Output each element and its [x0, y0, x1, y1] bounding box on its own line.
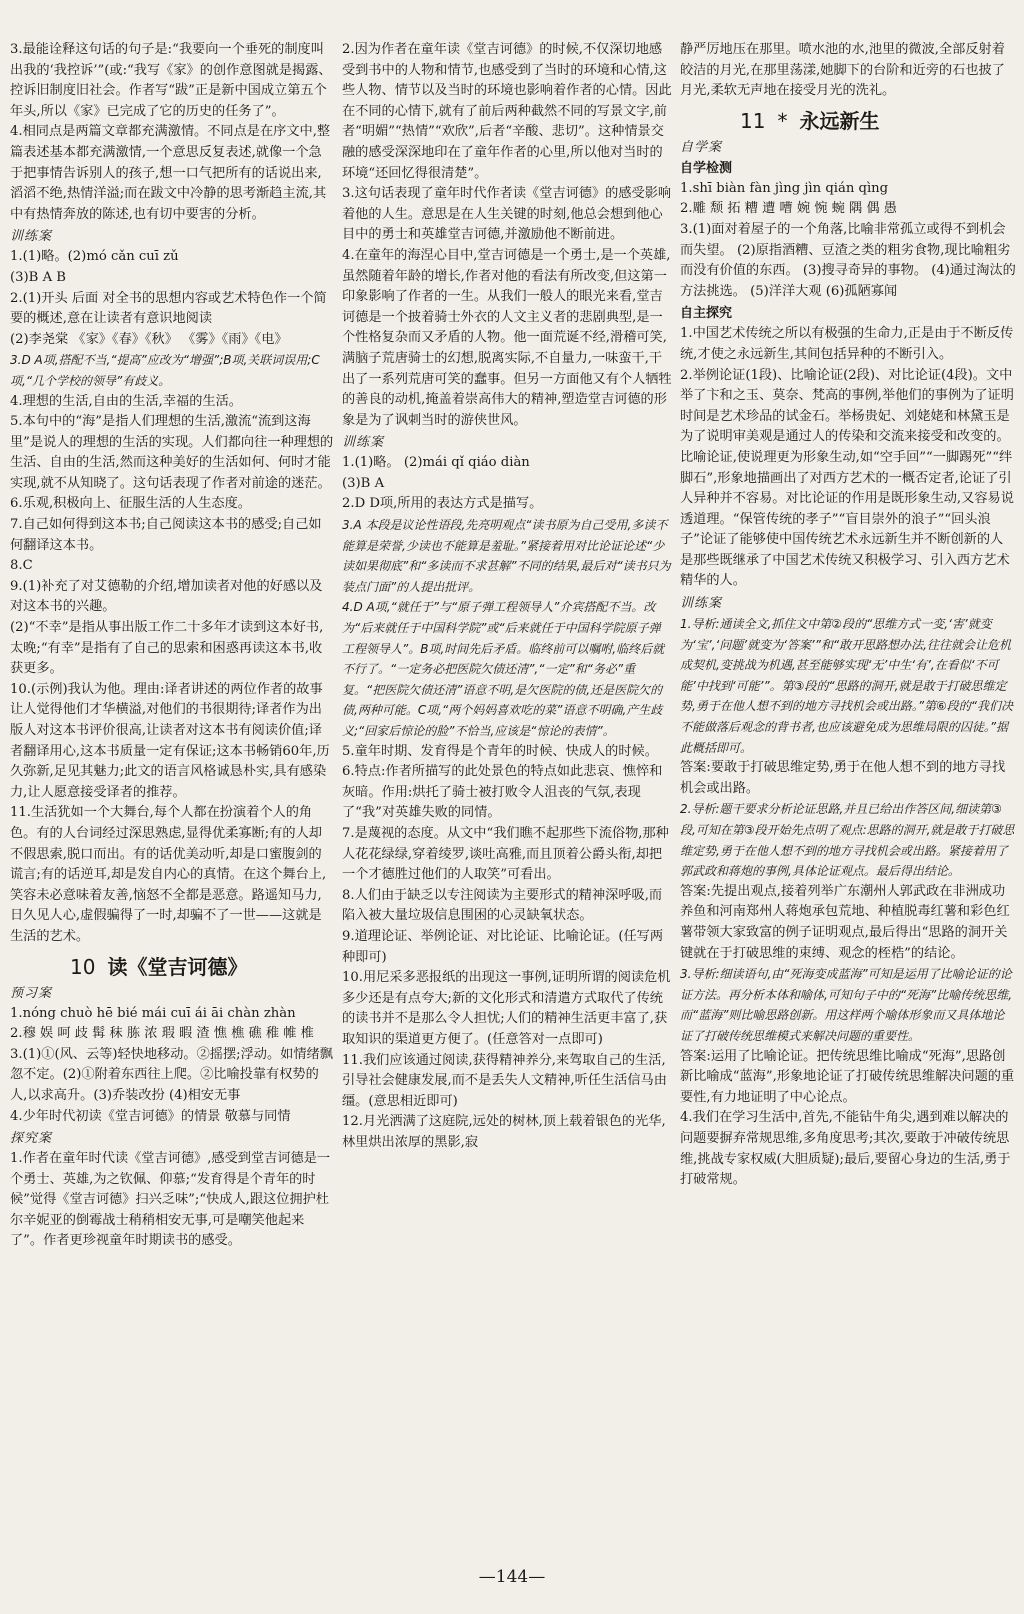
answer-key: 答案:要敢于打破思维定势,勇于在他人想不到的地方寻找机会或出路。: [680, 760, 1006, 796]
answer-item: 2.D D项,所用的表达方式是描写。: [342, 496, 543, 512]
answer-item: 3.最能诠释这句话的句子是:“我要向一个垂死的制度叫出我的‘我控诉’”(或:“我写《家》的创作意图就是揭露、控诉旧制度旧社会。作者写“跋”正是新中国成立第五个年头,所以《家》已完成了它的历史的任务了”。: [10, 42, 332, 119]
answer-item: 1.nóng chuò hē bié mái cuī ái āi chàn zhàn: [10, 1005, 296, 1021]
answer-item: (3)B A B: [10, 269, 66, 285]
answer-item: 4.理想的生活,自由的生活,幸福的生活。: [10, 393, 242, 409]
answer-item: 3.A 本段是议论性语段,先亮明观点“读书原为自己受用,多读不能算是荣誉,少读也不能算是羞耻。”紧接着用对比论证论述“少读如果彻底”和“多读而不求甚解”不同的结果,最后对“读书只为装点门面”的人提出批评。: [342, 518, 671, 594]
answer-item: 1.导析:通读全文,抓住文中第②段的“思维方式一变,‘害’就变为‘宝’,‘问题’就变为‘答案’”和“敢开思路想办法,往往就会让危机成契机,变挑战为机遇,甚至能够实现‘无’中生‘有’,在看似‘不可能’中找到‘可能’”。第③段的“思路的洞开,就是敢于打破思维定势,勇于在他人想不到的地方寻找机会或出路。”第⑥段的“我们决不能做落后观念的背书者,也应该避免成为思维局限的囚徒。”据此概括即可。: [680, 617, 1014, 755]
column-left: [10, 40, 334, 1252]
answer-key: 答案:先提出观点,接着列举广东潮州人郭武政在非洲成功养鱼和河南郑州人蒋炮承包荒地、种植脱毒红薯和彩色红薯带领大家致富的例子证明观点,最后得出“思路的洞开关键就在于打破思维的束缚、观念的桎梏”的结论。: [680, 883, 1010, 961]
column-middle: [342, 40, 672, 1153]
answer-item: 12.月光洒满了这庭院,远处的树林,顶上载着银色的光华,林里烘出浓厚的黑影,寂: [342, 1114, 666, 1150]
answer-item: 3.(1)①(风、云等)轻快地移动。②摇摆;浮动。如情绪飘忽不定。(2)①附着东西往上爬。②比喻投靠有权势的人,以求高升。(3)乔装改扮 (4)相安无事: [10, 1046, 333, 1103]
page-number: —144—: [478, 1567, 546, 1587]
answer-item: 1.(1)略。(2)mó cǎn cuī zǔ: [10, 249, 179, 265]
answer-item: 8.人们由于缺乏以专注阅读为主要形式的精神深呼吸,而陷入被大量垃圾信息围困的心灵缺氧状态。: [342, 887, 663, 924]
answer-item: 9.(1)补充了对艾德勒的介绍,增加读者对他的好感以及对这本书的兴趣。: [10, 578, 323, 615]
answer-item: 3.导析:细读语句,由“死海变成蓝海”可知是运用了比喻论证的论证方法。再分析本体和喻体,可知句子中的“死海”比喻传统思维,而“蓝海”则比喻思路创新。用这样两个喻体形象而又具体地论证了打破传统思维模式来解决问题的重要性。: [680, 967, 1013, 1043]
answer-item: 5.童年时期、发育得是个青年的时候、快成人的时候。: [342, 743, 658, 759]
answer-item: 11.我们应该通过阅读,获得精神养分,来驾取自己的生活,引导社会健康发展,而不是丢失人文精神,听任生活信马由缰。(意思相近即可): [342, 1052, 667, 1109]
answer-item: 6.乐观,积极向上、征服生活的人生态度。: [10, 496, 251, 512]
section-label-training: 训练案: [342, 435, 385, 451]
answer-item: 6.特点:作者所描写的此处景色的特点如此悲哀、憔悴和灰暗。作用:烘托了骑士被打败令人沮丧的气氛,表现了“我”对英雄失败的同情。: [342, 764, 663, 821]
answer-item: 9.道理论证、举例论证、对比论证、比喻论证。(任写两种即可): [342, 928, 664, 965]
answer-item: 11.生活犹如一个大舞台,每个人都在扮演着个人的角色。有的人台词经过深思熟虑,显得优柔寡断;有的人却不假思索,脱口而出。有的话优美动听,却是口蜜腹剑的谎言;有的话逆耳,却是发自内心的真情。在这个舞台上,笑容未必意味着友善,恼怒不全都是恶意。路遥知马力,日久见人心,虚假骗得了一时,却骗不了一世——这就是生活的艺术。: [10, 805, 327, 944]
answer-item: 3.D A项,搭配不当,“提高”应改为“增强”;B项,关联词误用;C项,“几个学校的领导”有歧义。: [10, 353, 320, 388]
lesson-title-11: [740, 106, 1016, 136]
answer-item: 1.作者在童年时代读《堂吉诃德》,感受到堂吉诃德是一个勇士、英雄,为之钦佩、仰慕;“发育得是个青年的时候”觉得《堂吉诃德》扫兴乏味”;“快成人,跟这位拥护杜尔辛妮亚的倒霉战士稍稍相安无事,可是嘲笑他起来了”。作者更珍视童年时期读书的感受。: [10, 1151, 331, 1249]
answer-item: 2.举例论证(1段)、比喻论证(2段)、对比论证(4段)。文中举了卞和之玉、莫奈、梵高的事例,举他们的事例为了证明时间是艺术珍品的试金石。举杨贵妃、刘姥姥和林黛玉是为了说明审美观是通过人的传染和交流来接受和改变的。比喻论证,使说理更为形象生动,如“空手回”“一脚踢死”“绊脚石”,形象地描画出了对西方艺术的一概否定者,论证了引人异种并不容易。对比论证的作用是既形象生动,又容易说透道理。“保管传统的孝子”“盲目崇外的浪子”“回头浪子”论证了能够使中国传统艺术永远新生并不断创新的人是那些既继承了中国艺术传统又积极学习、引入西方艺术精华的人。: [680, 367, 1014, 589]
answer-item: 2.导析:题干要求分析论证思路,并且已给出作答区间,细读第③段,可知在第③段开始先点明了观点:思路的洞开,就是敢于打破思维定势,勇于在他人想不到的地方寻找机会或出路。紧接着用了郭武政和蒋炮的事例,具体论证观点。最后得出结论。: [680, 802, 1015, 879]
lesson-title-10: [70, 952, 334, 982]
answer-item: 3.(1)面对着屋子的一个角落,比喻非常孤立或得不到机会而失望。 (2)原指酒糟、豆渣之类的粗劣食物,现比喻粗劣而没有价值的东西。 (3)搜寻奇异的事物。 (4)通过淘汰的方法挑选。 (5)洋洋大观 (6)孤陋寡闻: [680, 221, 1016, 299]
answer-item: 5.本句中的“海”是指人们理想的生活,激流“流到这海里”是说人的理想的生活的实现。人们都向往一种理想的生活、自由的生活,然而这种美好的生活如何、何时才能实现,就不从知晓了。这句话表现了作者对前途的迷茫。: [10, 414, 334, 491]
answer-item: 8.C: [10, 558, 33, 574]
answer-item: 4.我们在学习生活中,首先,不能钻牛角尖,遇到难以解决的问题要摒弃常规思维,多角度思考;其次,要敢于冲破传统思维,挑战专家权威(大胆质疑);最后,要留心身边的生活,勇于打破常规。: [680, 1110, 1011, 1188]
answer-item: (2)“不幸”是指从事出版工作二十多年才读到这本好书,太晚;“有幸”是指有了自己的思索和困惑再读这本书,收获更多。: [10, 620, 324, 677]
optional-star: *: [777, 108, 788, 133]
answer-item: 4.在童年的海涅心目中,堂吉诃德是一个勇士,是一个英雄,虽然随着年龄的增长,作者对他的看法有所改变,但这第一印象影响了作者的一生。从我们一般人的眼光来看,堂吉诃德是一个披着骑士外衣的人文主义者的悲剧典型,是一个性格复杂而又矛盾的人物。他一面荒诞不经,滑稽可笑,满脑子荒唐骑士的幻想,脱离实际,不自量力,一味蛮干,干出了一系列荒唐可笑的蠢事。但另一方面他又有个人牺牲的善良的动机,掩盖着崇高伟大的精神,塑造堂吉诃德的形象是为了讽刺当时的游侠世风。: [342, 247, 672, 428]
lesson-number: 10: [70, 954, 96, 979]
section-label-self-study: 自学案: [680, 139, 723, 155]
section-label-training: 训练案: [10, 229, 53, 245]
column-right: [680, 40, 1016, 1191]
answer-item: (3)B A: [342, 475, 385, 491]
answer-item: 2.因为作者在童年读《堂吉诃德》的时候,不仅深切地感受到书中的人物和情节,也感受到了当时的环境和心情,这些人物、情节以及当时的环境也影响着作者的心情。因此在不同的心情下,就有了前后两种截然不同的写景文字,前者“明媚”“热情”“欢欣”,后者“辛酸、悲切”。这种情景交融的感受深深地印在了童年作者的心里,所以他对当时的环境“还回忆得很清楚”。: [342, 42, 672, 181]
lesson-name: 读《堂吉诃德》: [107, 954, 248, 979]
answer-key: 答案:运用了比喻论证。把传统思维比喻成“死海”,思路创新比喻成“蓝海”,形象地论证了打破传统思维解决问题的重要性,有力地证明了中心论点。: [680, 1048, 1015, 1105]
answer-item: 2.雕 颓 拓 糟 遭 嘈 婉 惋 蜿 隅 偶 愚: [680, 201, 897, 217]
answer-item: 7.自己如何得到这本书;自己阅读这本书的感受;自己如何翻译这本书。: [10, 517, 322, 553]
answer-item: 4.D A项,“就任于”与“原子弹工程领导人”介宾搭配不当。改为“后来就任于中国科学院”或“后来就任于中国科学院原子弹工程领导人”。B项,时间先后矛盾。临终前可以嘱咐,临终后就不行了。“一定务必把医院欠债还清”,“一定”和“务必”重复。“把医院欠债还清”语意不明,是欠医院的债,还是医院欠的债,两种可能。C项,“两个妈妈喜欢吃的菜”语意不明确,产生歧义;“回家后惊论的脸”不恰当,应该是“惊论的表情”。: [342, 600, 665, 738]
answer-item: 1.中国艺术传统之所以有极强的生命力,正是由于不断反传统,才使之永远新生,其间包括异种的不断引入。: [680, 326, 1014, 362]
answer-item: 2.(1)开头 后面 对全书的思想内容或艺术特色作一个简要的概述,意在让读者有意识地阅读: [10, 290, 327, 327]
section-label-inquiry: 自主探究: [680, 306, 733, 322]
answer-item: 静严厉地压在那里。喷水池的水,池里的微波,全部反射着皎洁的月光,在那里荡漾,她脚下的台阶和近旁的石也披了月光,柔软无声地在接受月光的洗礼。: [680, 42, 1005, 99]
section-label-explore: 探究案: [10, 1131, 53, 1147]
answer-item: 3.这句话表现了童年时代作者读《堂吉诃德》的感受影响着他的人生。意思是在人生关键的时刻,他总会想到他心目中的勇士和英雄堂吉诃德,并激励他不断前进。: [342, 186, 672, 243]
answer-item: 10.用尼采多恶报纸的出现这一事例,证明所谓的阅读危机多少还是有点夸大;新的文化形式和清遣方式取代了传统的读书并不是那么令人担忧;人们的精神生活更丰富了,获取知识的渠道更方便了。(任意答对一点即可): [342, 970, 671, 1047]
lesson-number: 11: [740, 108, 766, 133]
answer-item: 1.shī biàn fàn jìng jìn qián qìng: [680, 180, 889, 196]
answer-item: 4.相同点是两篇文章都充满激情。不同点是在序文中,整篇表述基本都充满激情,一个意思反复表述,就像一个急于把事情告诉别人的孩子,想一口气把所有的话说出来,滔滔不绝,热情洋溢;而在跋文中冷静的思考渐趋主流,其中有热情奔放的陈述,也有切中要害的分析。: [10, 124, 331, 222]
answer-item: (2)李尧棠 《家》《春》《秋》 《雾》《雨》《电》: [10, 331, 288, 347]
section-label-preview: 预习案: [10, 985, 53, 1001]
answer-item: 4.少年时代初读《堂吉诃德》的情景 敬慕与同情: [10, 1108, 291, 1124]
answer-item: 7.是蔑视的态度。从文中“我们瞧不起那些下流俗物,那种人花花绿绿,穿着绫罗,谈吐高雅,而且顶着公爵头衔,却把一个才德胜过他们的人取笑”可看出。: [342, 825, 669, 883]
lesson-name: 永远新生: [799, 108, 880, 133]
answer-item: 2.穆 娱 呵 歧 髯 秣 胨 浓 瑕 暇 渣 憔 樵 礁 稚 帷 椎: [10, 1026, 314, 1042]
section-label-training: 训练案: [680, 596, 723, 612]
subsection-label-self-check: 自学检测: [680, 160, 733, 176]
answer-item: 10.(示例)我认为他。理由:译者讲述的两位作者的故事让人觉得他们才华横溢,对他们的书很期待;译者作为出版人对这本书评价很高,让读者对这本书有阅读价值;译者翻译用心,这本书质量一定有保证;这本书畅销60年,历久弥新,足见其魅力;此文的语言风格诚恳朴实,具有感染力,让人愿意接受译者的推荐。: [10, 681, 330, 800]
answer-item: 1.(1)略。 (2)mái qǐ qiáo diàn: [342, 455, 530, 471]
